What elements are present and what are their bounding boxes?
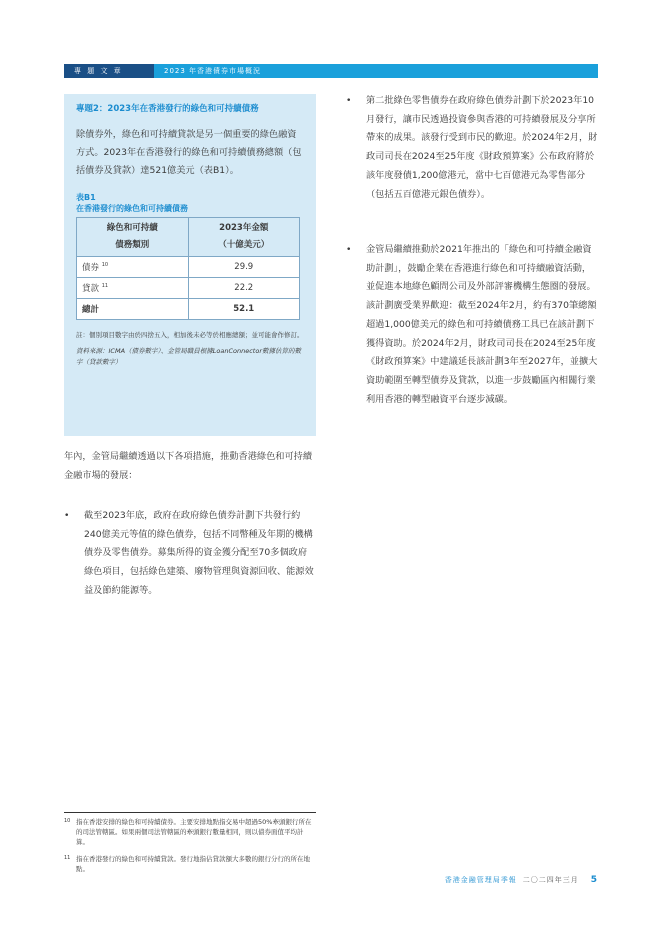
table-b1 — [76, 217, 300, 320]
footnote-number: 11 — [64, 855, 71, 861]
row-value: 52.1 — [188, 299, 300, 320]
table-source: 資料來源：ICMA（債券數字）、金管局職員根據LoanConnector數據估算的數字（貸款數字） — [76, 347, 301, 366]
row-value: 22.2 — [188, 278, 300, 299]
bullet-dot: • — [64, 510, 70, 521]
table-number: 表B1 — [76, 193, 96, 202]
section-tag: 專 題 文 章 — [64, 64, 154, 78]
feature-box — [64, 94, 316, 436]
col2-header-line1: 2023年金額 — [219, 223, 269, 233]
table-total-row — [77, 299, 300, 320]
row-footnote-ref: 10 — [101, 262, 109, 269]
row-value: 29.9 — [188, 257, 300, 278]
left-intro-paragraph: 年內，金管局繼續透過以下各項措施，推動香港綠色和可持續金融市場的發展： — [64, 451, 313, 481]
publication-name: 香港金融管理局季報 — [444, 876, 517, 884]
table-note: 註：個別項目數字由於四捨五入，相加後未必等於相應總額；並可能會作修訂。 — [76, 331, 304, 339]
col2-header-line2: （十億美元） — [218, 240, 270, 250]
box-title: 專題2：2023年在香港發行的綠色和可持續債務 — [76, 104, 259, 114]
bullet-item — [346, 92, 598, 204]
section-topic: 2023 年香港債券市場概況 — [154, 64, 598, 78]
publication-date: 二〇二四年三月 — [522, 876, 579, 884]
page-number: 5 — [590, 875, 598, 885]
table-row — [77, 257, 300, 278]
table-row — [77, 278, 300, 299]
table-label — [76, 192, 304, 214]
table-caption: 在香港發行的綠色和可持續債務 — [76, 204, 188, 213]
page-footer — [445, 875, 598, 885]
box-paragraph: 除債券外，綠色和可持續貸款是另一個重要的綠色融資方式。2023年在香港發行的綠色和可持續債務總額（包括債券及貸款）達521億美元（表B1）。 — [76, 129, 302, 176]
footnote — [64, 817, 316, 847]
row-label: 債券 — [82, 263, 100, 273]
table-header-row — [77, 218, 300, 257]
page-header — [64, 64, 598, 78]
row-footnote-ref: 11 — [101, 283, 109, 290]
bullet-item — [346, 241, 598, 409]
bullet-dot: • — [346, 244, 352, 255]
col1-header-line1: 綠色和可持續 — [106, 223, 158, 233]
row-label: 總計 — [77, 299, 189, 320]
row-label: 貸款 — [82, 284, 100, 294]
footnote-text: 指在香港安排的綠色和可持續債券。主要安排地點指交易中超過50%牽頭銀行所在的司法管轄區。如果兩個司法管轄區的牽頭銀行數量相同，則以債券面值平均計算。 — [76, 818, 312, 846]
bullet-dot: • — [346, 95, 352, 106]
bullet-text: 第二批綠色零售債券在政府綠色債券計劃下於2023年10月發行，讓市民透過投資參與香港的可持續發展及分享所帶來的成果。該發行受到市民的歡迎。於2024年2月，財政司司長在2024至25年度《財政預算案》公布政府將於該年度發債1,200億港元，當中七百億港元為零售部分（包括五百億港元銀色債券）。 — [366, 95, 598, 200]
col1-header-line2: 債務類別 — [115, 240, 150, 250]
footnote-text: 指在香港發行的綠色和可持續貸款。發行地指佔貸款額大多數的銀行分行的所在地點。 — [76, 855, 310, 873]
bullet-text: 金管局繼續推動於2021年推出的「綠色和可持續金融資助計劃」，鼓勵企業在香港進行綠色和可持續融資活動，並促進本地綠色顧問公司及外部評審機構生態圈的發展。該計劃廣受業界歡迎：截至2024年2月，約有370筆總額超過1,000億美元的綠色和可持續債務工具已在該計劃下獲得資助。於2024年2月，財政司司長在2024至25年度《財政預算案》中建議延長該計劃3年至2027年，並擴大資助範圍至轉型債券及貸款，以進一步鼓勵區內相關行業利用香港的轉型融資平台逐步減碳。 — [366, 244, 598, 405]
footnote — [64, 854, 316, 874]
bullet-text: 截至2023年底，政府在政府綠色債券計劃下共發行約240億美元等值的綠色債券，包括不同幣種及年期的機構債券及零售債券。募集所得的資金獲分配至70多個政府綠色項目，包括綠色建築、廢物管理與資源回收、能源效益及節約能源等。 — [84, 510, 314, 596]
footnote-divider — [64, 812, 316, 813]
footnote-number: 10 — [64, 818, 71, 824]
bullet-item — [64, 507, 316, 601]
